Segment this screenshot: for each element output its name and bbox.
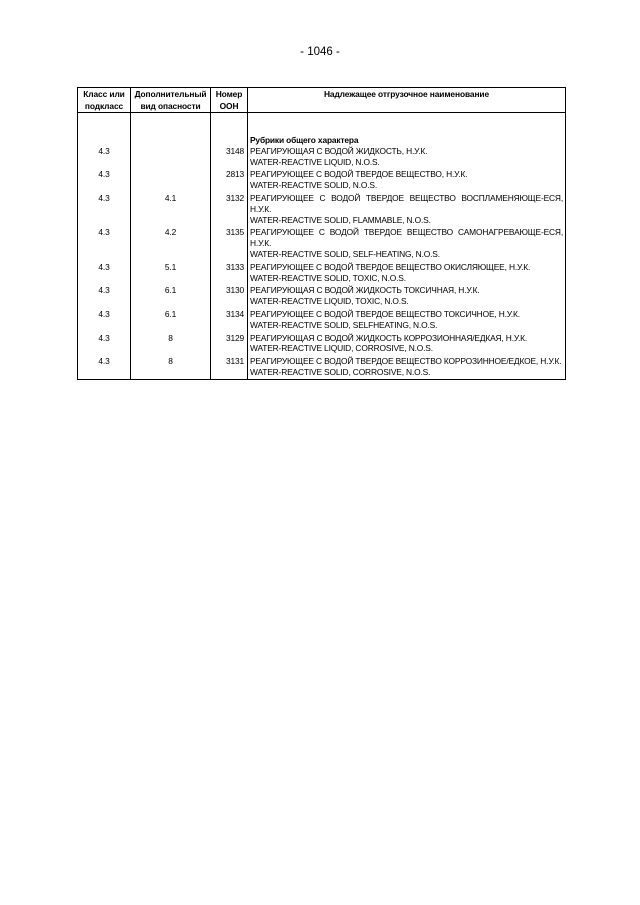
header-un-number: Номер ООН [211,88,248,113]
class-cell: 4.3 [78,169,131,193]
shipping-name-ru: РЕАГИРУЮЩЕЕ С ВОДОЙ ТВЕРДОЕ ВЕЩЕСТВО, Н.У.К. [250,169,468,180]
shipping-name-en: WATER-REACTIVE SOLID, SELF-HEATING, N.O.S. [250,248,440,259]
header-shipping-name: Надлежащее отгрузочное наименование [248,88,566,113]
shipping-name-ru: РЕАГИРУЮЩАЯ С ВОДОЙ ЖИДКОСТЬ ТОКСИЧНАЯ, Н.У.К. [250,285,480,296]
header-class: Класс или подкласс [78,88,131,113]
shipping-name-ru: РЕАГИРУЮЩЕЕ С ВОДОЙ ТВЕРДОЕ ВЕЩЕСТВО ОКИСЛЯЮЩЕЕ, Н.У.К. [250,261,531,272]
class-cell: 4.3 [78,193,131,227]
table-row [78,285,566,309]
table-row [78,333,566,357]
shipping-name-en: WATER-REACTIVE SOLID, TOXIC, N.O.S. [250,272,406,283]
shipping-name-en: WATER-REACTIVE SOLID, FLAMMABLE, N.O.S. [250,214,431,225]
dangerous-goods-table [77,87,566,380]
shipping-name-en: WATER-REACTIVE SOLID, SELFHEATING, N.O.S. [250,319,438,330]
class-cell: 4.3 [78,356,131,379]
table-row [78,135,566,169]
shipping-name-en: WATER-REACTIVE LIQUID, N.O.S. [250,156,380,167]
shipping-name-ru: РЕАГИРУЮЩЕЕ С ВОДОЙ ТВЕРДОЕ ВЕЩЕСТВО САМОНАГРЕВАЮЩЕ-ЕСЯ, Н.У.К. [250,227,563,249]
un-number-cell: 3135 [211,227,248,261]
subsidiary-cell: 6.1 [131,285,211,309]
shipping-name-ru: РЕАГИРУЮЩЕЕ С ВОДОЙ ТВЕРДОЕ ВЕЩЕСТВО ТОКСИЧНОЕ, Н.У.К. [250,308,520,319]
table-row [78,262,566,286]
page-number: - 1046 - [300,46,340,58]
subsidiary-cell: 4.1 [131,193,211,227]
un-number-cell: 3134 [211,309,248,333]
shipping-name-ru: РЕАГИРУЮЩЕЕ С ВОДОЙ ТВЕРДОЕ ВЕЩЕСТВО ВОСПЛАМЕНЯЮЩЕ-ЕСЯ, Н.У.К. [250,192,563,214]
shipping-name-en: WATER-REACTIVE LIQUID, TOXIC, N.O.S. [250,296,409,307]
subsidiary-cell: 4.2 [131,227,211,261]
table-row [78,169,566,193]
shipping-name-en: WATER-REACTIVE SOLID, CORROSIVE, N.O.S. [250,366,431,377]
subsidiary-cell [131,169,211,193]
subsidiary-cell: 5.1 [131,262,211,286]
shipping-name-ru: РЕАГИРУЮЩЕЕ С ВОДОЙ ТВЕРДОЕ ВЕЩЕСТВО КОРРОЗИННОЕ/ЕДКОЕ, Н.У.К. [250,356,562,367]
un-number-cell: 3130 [211,285,248,309]
shipping-name-en: WATER-REACTIVE SOLID, N.O.S. [250,180,378,191]
class-cell: 4.3 [78,333,131,357]
rubric-heading: Рубрики общего характера [250,135,359,145]
table-row [78,309,566,333]
shipping-name-ru: РЕАГИРУЮЩАЯ С ВОДОЙ ЖИДКОСТЬ, Н.У.К. [250,145,428,156]
shipping-name-en: WATER-REACTIVE LIQUID, CORROSIVE, N.O.S. [250,343,433,354]
un-number-cell: 2813 [211,169,248,193]
table-row [78,193,566,227]
class-cell: 4.3 [78,262,131,286]
un-number-cell: 3132 [211,193,248,227]
subsidiary-cell: 8 [131,333,211,357]
un-number-cell: 3129 [211,333,248,357]
un-number-cell: 3133 [211,262,248,286]
shipping-name-ru: РЕАГИРУЮЩАЯ С ВОДОЙ ЖИДКОСТЬ КОРРОЗИОННАЯ/ЕДКАЯ, Н.У.К. [250,332,528,343]
table-header-row [78,88,566,113]
table-row [78,227,566,261]
subsidiary-cell: 8 [131,356,211,379]
class-cell: 4.3 [98,145,110,156]
table-row [78,356,566,379]
un-number-cell: 3131 [211,356,248,379]
class-cell: 4.3 [78,309,131,333]
table-spacer-row [78,113,566,136]
header-subsidiary-risk: Дополнительный вид опасности [131,88,211,113]
class-cell: 4.3 [78,227,131,261]
class-cell: 4.3 [78,285,131,309]
subsidiary-cell: 6.1 [131,309,211,333]
un-number-cell: 3148 [225,145,244,156]
